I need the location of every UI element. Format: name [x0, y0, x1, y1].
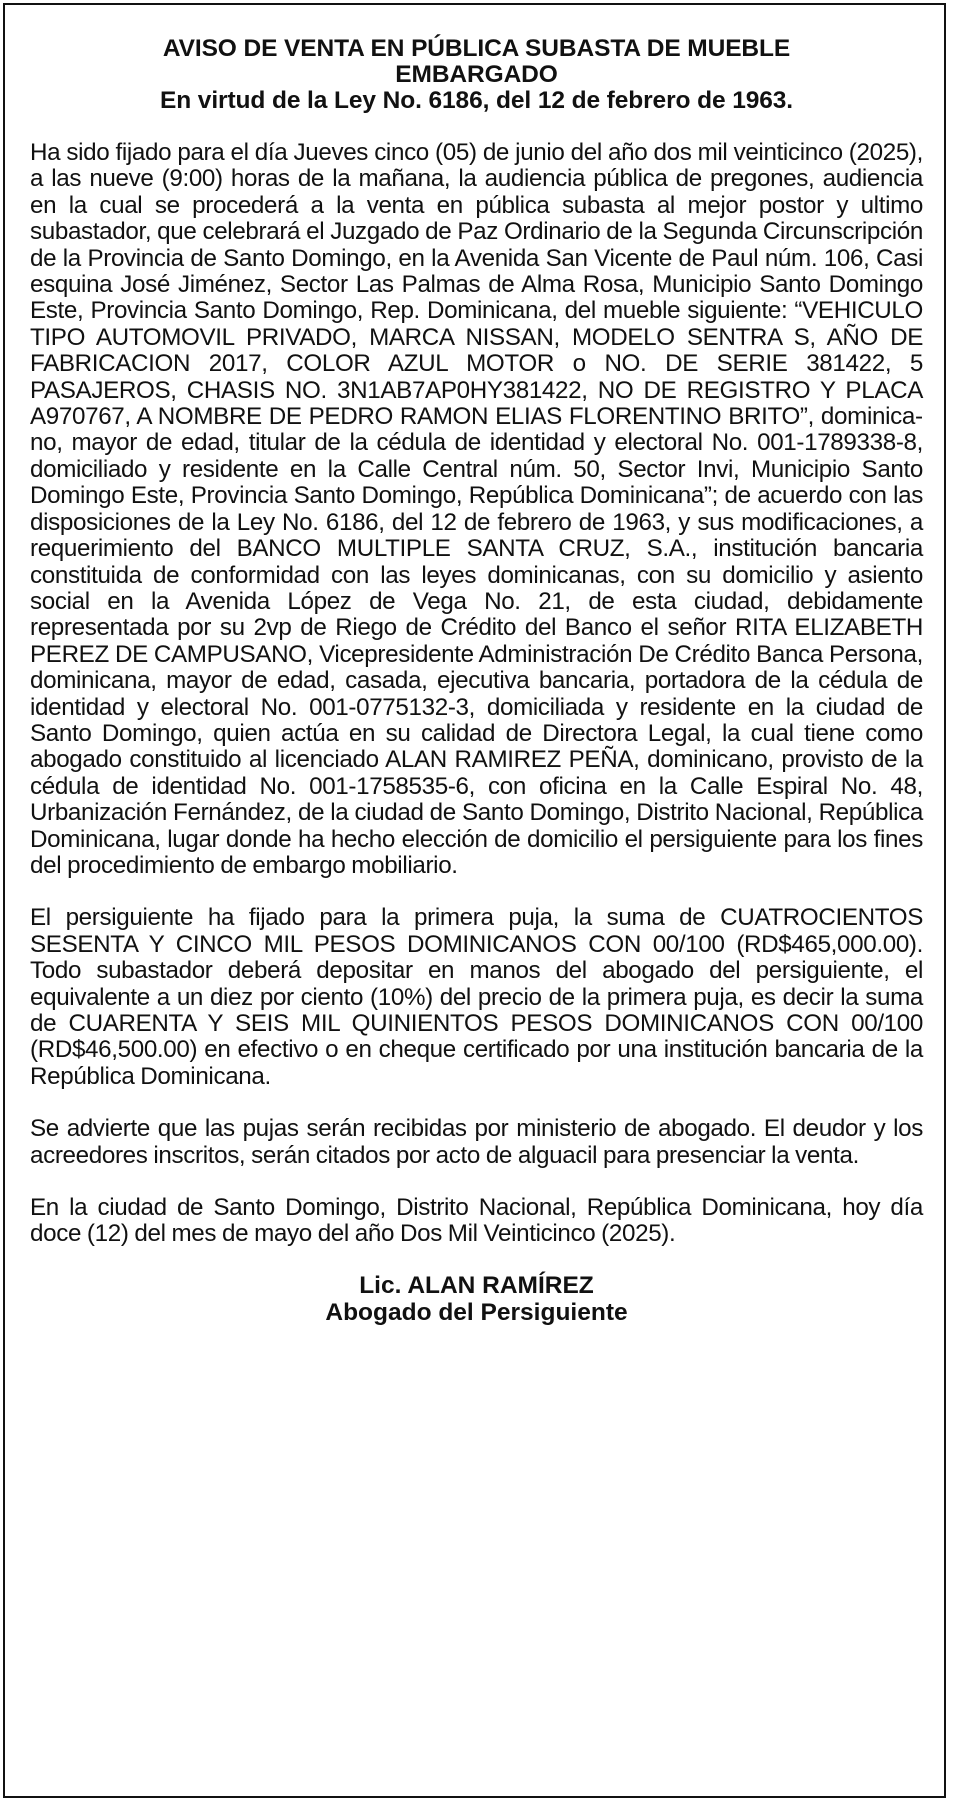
notice-heading — [30, 36, 923, 114]
notice-content — [30, 36, 923, 1326]
paragraph-first-bid: El persiguiente ha fijado para la primera puja, la suma de CUATROCIENTOS SESENTA Y CINCO MIL PESOS DOMINICANOS CON 00/100 (RD$465,000.00). Todo subastador deberá depositar en manos del abogado del persiguiente, el equivalente a un diez por ciento (10%) del precio de la primera puja, es decir la suma de CUARENTA Y SEIS MIL QUINIENTOS PESOS DOMINICANOS CON 00/100 (RD$46,500.00) en efectivo o en cheque certificado por una institución bancaria de la República Dominicana. — [30, 904, 923, 1090]
signature-name: Lic. ALAN RAMÍREZ — [359, 1271, 594, 1299]
signature-block — [30, 1272, 923, 1326]
notice-title-line2: EMBARGADO — [395, 61, 558, 88]
notice-subtitle: En virtud de la Ley No. 6186, del 12 de febrero de 1963. — [159, 87, 793, 114]
signature-role: Abogado del Persiguiente — [325, 1298, 628, 1326]
paragraph-auction-details: Ha sido fijado para el día Jueves cinco (05) de junio del año dos mil veinticinco (2025), a las nueve (9:00) horas de la mañana, la audiencia pública de pregones, audiencia en la cual se procederá a la venta en pública subasta al mejor postor y ultimo subastador, que celebrará el Juzgado de Paz Ordinario de la Segunda Circunscripción de la Provincia de Santo Domingo, en la Avenida San Vicente de Paul núm. 106, Casi esquina José Jiménez, Sector Las Palmas de Alma Rosa, Municipio Santo Domingo Este, Provincia Santo Domingo, Rep. Dominicana, del mueble siguiente: “VEHICULO TIPO AUTOMOVIL PRIVADO, MARCA NISSAN, MODELO SENTRA S, AÑO DE FABRICACION 2017, COLOR AZUL MOTOR o NO. DE SERIE 381422, 5 PASAJEROS, CHASIS NO. 3N1AB7AP0HY381422, NO DE REGISTRO Y PLACA A970767, A NOMBRE DE PEDRO RAMON ELIAS FLORENTINO BRITO”, dominicano, mayor de edad, titular de la cédula de identidad y electoral No. 001-1789338-8, domiciliado y residente en la Calle Central núm. 50, Sector Invi, Municipio Santo Domingo Este, Provincia Santo Domingo, República Dominicana”; de acuerdo con las disposiciones de la Ley No. 6186, del 12 de febrero de 1963, y sus modificaciones, a requerimiento del BANCO MULTIPLE SANTA CRUZ, S.A., institución bancaria constituida de conformidad con las leyes dominicanas, con su domicilio y asiento social en la Avenida López de Vega No. 21, de esta ciudad, debidamente representada por su 2vp de Riego de Crédito del Banco el señor RITA ELIZABETH PEREZ DE CAMPUSANO, Vicepresidente Administración De Crédito Banca Persona, dominicana, mayor de edad, casada, ejecutiva bancaria, portadora de la cédula de identidad y electoral No. 001-0775132-3, domiciliada y residente en la ciudad de Santo Domingo, quien actúa en su calidad de Directora Legal, la cual tiene como abogado constituido al licenciado ALAN RAMIREZ PEÑA, dominicano, provisto de la cédula de identidad No. 001-1758535-6, con oficina en la Calle Espiral No. 48, Urbanización Fernández, de la ciudad de Santo Domingo, Distrito Nacional, República Dominicana, lugar donde ha hecho elección de domicilio el persiguiente para los fines del procedimiento de embargo mobiliario. — [30, 139, 923, 879]
notice-title-line1: AVISO DE VENTA EN PÚBLICA SUBASTA DE MUEBLE — [162, 35, 791, 62]
paragraph-date-place: En la ciudad de Santo Domingo, Distrito Nacional, República Dominicana, hoy día doce (12) del mes de mayo del año Dos Mil Veinticinco (2025). — [30, 1194, 923, 1248]
paragraph-warning: Se advierte que las pujas serán recibidas por ministerio de abogado. El deudor y los acreedores inscritos, serán citados por acto de alguacil para presenciar la venta. — [30, 1115, 923, 1169]
